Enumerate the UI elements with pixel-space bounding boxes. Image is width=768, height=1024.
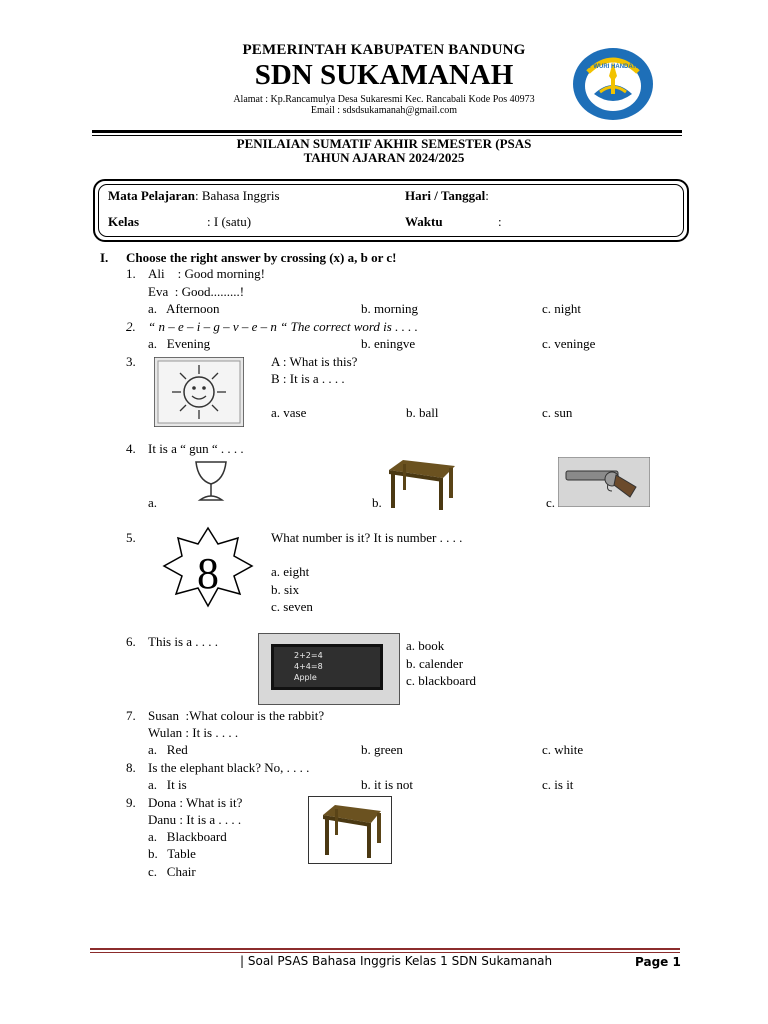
footer-rule-thin [90, 952, 680, 953]
date-value: : [485, 188, 489, 203]
q7-option-c[interactable]: c. white [542, 742, 584, 757]
q7-line2: Wulan : It is . . . . [148, 725, 239, 740]
footer-rule-thick [90, 948, 680, 950]
q7-line1: Susan :What colour is the rabbit? [148, 708, 325, 723]
blackboard-surface [271, 644, 383, 690]
q4-option-a[interactable]: a. [148, 495, 158, 510]
svg-text:TUT WURI HANDAYANI: TUT WURI HANDAYANI [580, 64, 646, 70]
q1-line1: Ali : Good morning! [148, 266, 265, 281]
table-image-frame [308, 796, 392, 864]
goblet-icon [190, 458, 232, 506]
q6-number: 6. [126, 634, 136, 649]
date-label: Hari / Tanggal [405, 188, 486, 203]
q3-option-c[interactable]: c. sun [542, 405, 573, 420]
exam-year: TAHUN AJARAN 2024/2025 [303, 150, 465, 165]
board-line-3: Apple [294, 673, 317, 682]
q6-text: This is a . . . . [148, 634, 219, 649]
q4-text: It is a “ gun “ . . . . [148, 441, 244, 456]
q9-option-a[interactable]: a. Blackboard [148, 829, 227, 844]
q2-option-a[interactable]: a. Evening [148, 336, 211, 351]
q8-number: 8. [126, 760, 136, 775]
sun-drawing-image [154, 357, 244, 427]
section-instruction: Choose the right answer by crossing (x) a, b or c! [126, 250, 397, 265]
q1-option-a[interactable]: a. Afternoon [148, 301, 220, 316]
government-title: PEMERINTAH KABUPATEN BANDUNG [242, 42, 526, 58]
time-label: Waktu [405, 214, 443, 229]
q9-line1: Dona : What is it? [148, 795, 243, 810]
q7-option-b[interactable]: b. green [361, 742, 403, 757]
q5-number: 5. [126, 530, 136, 545]
q8-option-c[interactable]: c. is it [542, 777, 574, 792]
q2-number: 2. [126, 319, 136, 334]
table-icon-q9 [309, 797, 391, 863]
q6-option-b[interactable]: b. calender [406, 656, 464, 671]
q5-text: What number is it? It is number . . . . [271, 530, 463, 545]
q9-option-b[interactable]: b. Table [148, 846, 196, 861]
class-value: : I (satu) [207, 214, 252, 229]
section-number: I. [100, 250, 109, 265]
q8-option-b[interactable]: b. it is not [361, 777, 414, 792]
q9-line2: Danu : It is a . . . . [148, 812, 242, 827]
q3-line1: A : What is this? [271, 354, 358, 369]
school-email: Email : sdsdsukamanah@gmail.com [310, 105, 458, 116]
q5-figure-number: 8 [197, 549, 219, 598]
board-line-1: 2+2=4 [294, 651, 323, 660]
q9-number: 9. [126, 795, 136, 810]
school-name: SDN SUKAMANAH [254, 59, 514, 91]
q1-option-b[interactable]: b. morning [361, 301, 419, 316]
q3-option-b[interactable]: b. ball [406, 405, 439, 420]
q3-option-a[interactable]: a. vase [271, 405, 307, 420]
q5-option-c[interactable]: c. seven [271, 599, 313, 614]
q8-text: Is the elephant black? No, . . . . [148, 760, 310, 775]
q4-number: 4. [126, 441, 136, 456]
q1-option-c[interactable]: c. night [542, 301, 581, 316]
q3-number: 3. [126, 354, 136, 369]
subject-value: : Bahasa Inggris [195, 188, 280, 203]
table-icon [385, 456, 457, 510]
header-rule-thick [92, 130, 682, 133]
subject-row [108, 188, 280, 204]
q6-option-c[interactable]: c. blackboard [406, 673, 477, 688]
q9-option-c[interactable]: c. Chair [148, 864, 196, 879]
subject-label: Mata Pelajaran [108, 188, 196, 203]
time-value: : [498, 214, 502, 229]
gun-icon [558, 457, 650, 507]
q1-line2: Eva : Good.........! [148, 284, 245, 299]
board-line-2: 4+4=8 [294, 662, 323, 671]
school-address: Alamat : Kp.Rancamulya Desa Sukaresmi Kec. Rancabali Kode Pos 40973 [233, 94, 535, 105]
q7-number: 7. [126, 708, 136, 723]
q7-option-a[interactable]: a. Red [148, 742, 188, 757]
q6-option-a[interactable]: a. book [406, 638, 445, 653]
q2-option-c[interactable]: c. veninge [542, 336, 596, 351]
date-row [405, 188, 489, 204]
class-label: Kelas [108, 214, 140, 229]
q1-number: 1. [126, 266, 136, 281]
q5-option-b[interactable]: b. six [271, 582, 300, 597]
q2-text: “ n – e – i – g – v – e – n “ The correct word is . . . . [148, 319, 418, 334]
q4-option-b[interactable]: b. [372, 495, 382, 510]
q8-option-a[interactable]: a. It is [148, 777, 187, 792]
q4-option-c[interactable]: c. [546, 495, 556, 510]
q5-option-a[interactable]: a. eight [271, 564, 310, 579]
tut-wuri-handayani-logo [570, 46, 656, 122]
footer-caption: | Soal PSAS Bahasa Inggris Kelas 1 SDN Sukamanah [240, 954, 553, 968]
page-number: Page 1 [635, 955, 681, 969]
q3-line2: B : It is a . . . . [271, 371, 345, 386]
exam-title: PENILAIAN SUMATIF AKHIR SEMESTER (PSAS [236, 136, 532, 151]
blackboard-image [258, 633, 400, 705]
q2-option-b[interactable]: b. eningve [361, 336, 416, 351]
